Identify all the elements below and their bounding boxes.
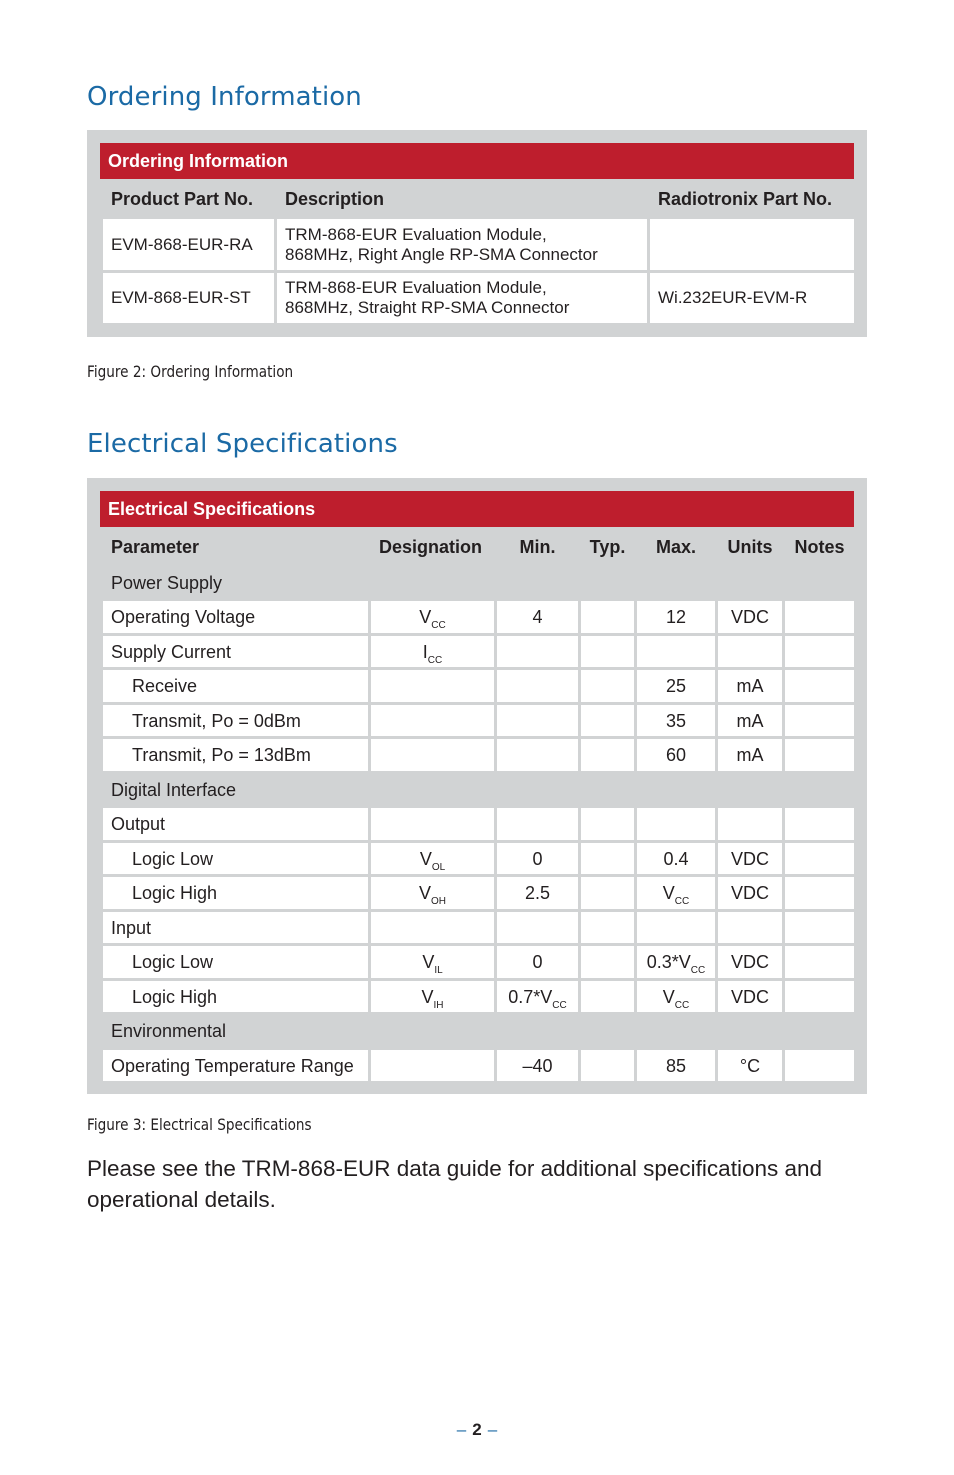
- col-product-part-no: Product Part No.: [102, 181, 276, 218]
- param-label: Logic High: [102, 876, 370, 911]
- typ-value: [580, 1049, 636, 1083]
- page-dash-right: –: [487, 1420, 498, 1439]
- table-row: [102, 945, 856, 980]
- units-value: mA: [717, 669, 784, 704]
- radiotronix-part-number: Wi.232EUR-EVM-R: [649, 272, 856, 325]
- electrical-table: [100, 527, 857, 1084]
- units-value: VDC: [717, 980, 784, 1014]
- group-label: Power Supply: [102, 566, 856, 600]
- table-row: [102, 876, 856, 911]
- body-paragraph: Please see the TRM-868-EUR data guide for additional specifications and operational details.: [87, 1156, 823, 1212]
- min-value: 0: [496, 842, 580, 876]
- param-label: Logic Low: [102, 945, 370, 980]
- max-value: 35: [636, 704, 717, 738]
- group-label: Environmental: [102, 1014, 856, 1049]
- page-number: [0, 1420, 954, 1440]
- designation: $V_{IL}$: [370, 945, 496, 980]
- group-row-environmental: [102, 1014, 856, 1049]
- typ-value: [580, 738, 636, 773]
- param-label: Input: [102, 911, 370, 945]
- typ-value: [580, 704, 636, 738]
- max-value: 12: [636, 600, 717, 635]
- designation: [370, 1049, 496, 1083]
- param-label: Operating Temperature Range: [102, 1049, 370, 1083]
- table-row: [102, 1049, 856, 1083]
- notes-value: [784, 1049, 856, 1083]
- part-number: EVM-868-EUR-ST: [102, 272, 276, 325]
- table-row: [102, 738, 856, 773]
- designation: [370, 738, 496, 773]
- min-value: –40: [496, 1049, 580, 1083]
- ordering-table: [100, 179, 857, 326]
- description: TRM-868-EUR Evaluation Module, 868MHz, Right Angle RP-SMA Connector: [276, 218, 649, 272]
- min-value: $0.7*V_{CC}$: [496, 980, 580, 1014]
- notes-value: [784, 704, 856, 738]
- notes-value: [784, 738, 856, 773]
- param-label: Output: [102, 807, 370, 842]
- electrical-header-row: [102, 529, 856, 566]
- ordering-heading: Ordering Information: [87, 82, 362, 112]
- table-row: [102, 600, 856, 635]
- notes-value: [784, 980, 856, 1014]
- notes-value: [784, 669, 856, 704]
- col-radiotronix-part-no: Radiotronix Part No.: [649, 181, 856, 218]
- designation: $V_{OL}$: [370, 842, 496, 876]
- ordering-table-band: Ordering Information: [100, 143, 854, 179]
- min-value: 4: [496, 600, 580, 635]
- table-row: [102, 807, 856, 842]
- table-row: [102, 272, 856, 325]
- notes-value: [784, 876, 856, 911]
- col-typ: Typ.: [580, 529, 636, 566]
- notes-value: [784, 635, 856, 669]
- min-value: 2.5: [496, 876, 580, 911]
- units-value: mA: [717, 738, 784, 773]
- col-parameter: Parameter: [102, 529, 370, 566]
- max-value: $0.3*V_{CC}$: [636, 945, 717, 980]
- typ-value: [580, 980, 636, 1014]
- typ-value: [580, 945, 636, 980]
- designation: $V_{CC}$: [370, 600, 496, 635]
- col-min: Min.: [496, 529, 580, 566]
- notes-value: [784, 600, 856, 635]
- param-label: Supply Current: [102, 635, 370, 669]
- typ-value: [580, 600, 636, 635]
- group-row-digital-interface: [102, 773, 856, 807]
- min-value: [496, 669, 580, 704]
- radiotronix-part-number: [649, 218, 856, 272]
- table-row: [102, 980, 856, 1014]
- param-label: Transmit, Po = 0dBm: [102, 704, 370, 738]
- param-label: Logic Low: [102, 842, 370, 876]
- table-row: [102, 842, 856, 876]
- col-notes: Notes: [784, 529, 856, 566]
- max-value: $V_{CC}$: [636, 876, 717, 911]
- group-label: Digital Interface: [102, 773, 856, 807]
- param-label: Receive: [102, 669, 370, 704]
- typ-value: [580, 669, 636, 704]
- units-value: °C: [717, 1049, 784, 1083]
- part-number: EVM-868-EUR-RA: [102, 218, 276, 272]
- max-value: 0.4: [636, 842, 717, 876]
- min-value: [496, 738, 580, 773]
- col-max: Max.: [636, 529, 717, 566]
- group-row-power-supply: [102, 566, 856, 600]
- designation: [370, 669, 496, 704]
- figure-2-caption: Figure 2: Ordering Information: [87, 362, 294, 381]
- col-units: Units: [717, 529, 784, 566]
- max-value: 85: [636, 1049, 717, 1083]
- electrical-table-band: Electrical Specifications: [100, 491, 854, 527]
- table-row: [102, 635, 856, 669]
- min-value: [496, 704, 580, 738]
- units-value: VDC: [717, 945, 784, 980]
- electrical-heading: Electrical Specifications: [87, 429, 398, 459]
- designation: $I_{CC}$: [370, 635, 496, 669]
- max-value: 25: [636, 669, 717, 704]
- min-value: [496, 635, 580, 669]
- units-value: VDC: [717, 876, 784, 911]
- units-value: [717, 635, 784, 669]
- designation: $V_{OH}$: [370, 876, 496, 911]
- typ-value: [580, 876, 636, 911]
- table-row: [102, 911, 856, 945]
- param-label: Operating Voltage: [102, 600, 370, 635]
- notes-value: [784, 842, 856, 876]
- electrical-table-panel: [87, 478, 867, 1094]
- typ-value: [580, 842, 636, 876]
- col-description: Description: [276, 181, 649, 218]
- param-label: Logic High: [102, 980, 370, 1014]
- min-value: 0: [496, 945, 580, 980]
- units-value: VDC: [717, 842, 784, 876]
- max-value: [636, 635, 717, 669]
- typ-value: [580, 635, 636, 669]
- units-value: mA: [717, 704, 784, 738]
- ordering-table-panel: [87, 130, 867, 337]
- param-label: Transmit, Po = 13dBm: [102, 738, 370, 773]
- designation: $V_{IH}$: [370, 980, 496, 1014]
- notes-value: [784, 945, 856, 980]
- description: TRM-868-EUR Evaluation Module, 868MHz, Straight RP-SMA Connector: [276, 272, 649, 325]
- page-number-value: 2: [472, 1420, 482, 1439]
- max-value: $V_{CC}$: [636, 980, 717, 1014]
- max-value: 60: [636, 738, 717, 773]
- page-dash-left: –: [456, 1420, 467, 1439]
- units-value: VDC: [717, 600, 784, 635]
- table-row: [102, 218, 856, 272]
- figure-3-caption: Figure 3: Electrical Specifications: [87, 1115, 312, 1134]
- col-designation: Designation: [370, 529, 496, 566]
- designation: [370, 704, 496, 738]
- ordering-header-row: [102, 181, 856, 218]
- table-row: [102, 704, 856, 738]
- table-row: [102, 669, 856, 704]
